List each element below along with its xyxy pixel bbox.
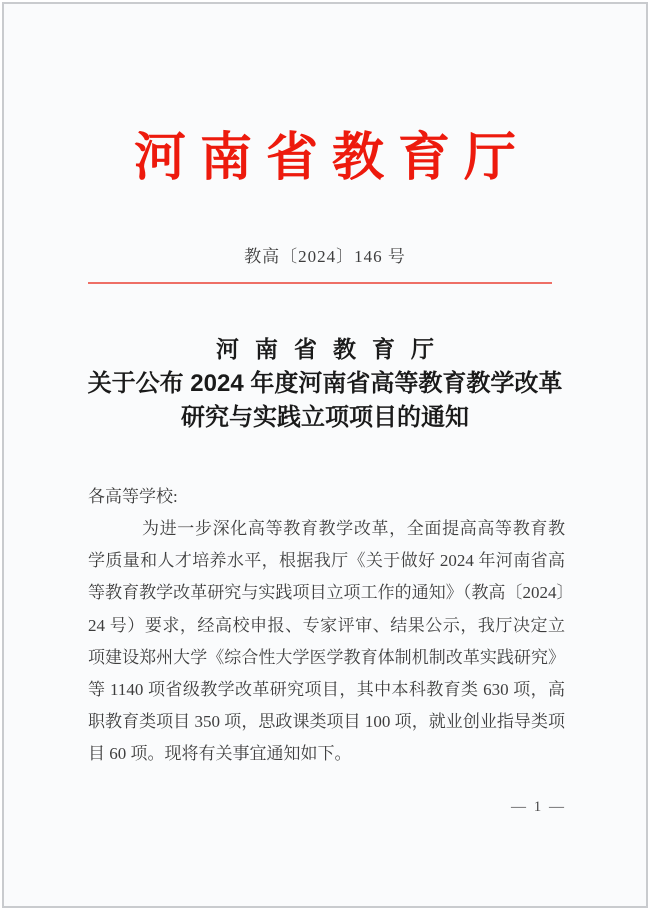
agency-header: 河南省教育厅: [133, 130, 530, 187]
body-paragraph: 为进一步深化高等教育教学改革，全面提高高等教育教学质量和人才培养水平，根据我厅《关于做好 2024 年河南省高等教育教学改革研究与实践项目立项工作的通知》（教高〔2024〕24 号）要求，经高校申报、专家评审、结果公示，我厅决定立项建设郑州大学《综合性大学医学教育体制机制改革实践研究》等 1140 项省级教学改革研究项目，其中本科教育类 630 项，高职教育类项目 350 项，思政课类项目 100 项，就业创业指导类项目 60 项。现将有关事宜通知如下。: [88, 519, 565, 764]
page-number: — 1 —: [511, 799, 566, 815]
document-page: [2, 2, 648, 908]
notice-title: [4, 332, 646, 436]
notice-title-line-1: 河南省教育厅: [216, 336, 450, 362]
notice-title-line-2: 关于公布 2024 年度河南省高等教育教学改革: [87, 369, 563, 397]
salutation: 各高等学校:: [88, 487, 178, 506]
red-divider-line: [88, 282, 552, 284]
notice-title-line-3: 研究与实践立项项目的通知: [181, 404, 469, 431]
doc-number: 教高〔2024〕146 号: [244, 247, 406, 266]
